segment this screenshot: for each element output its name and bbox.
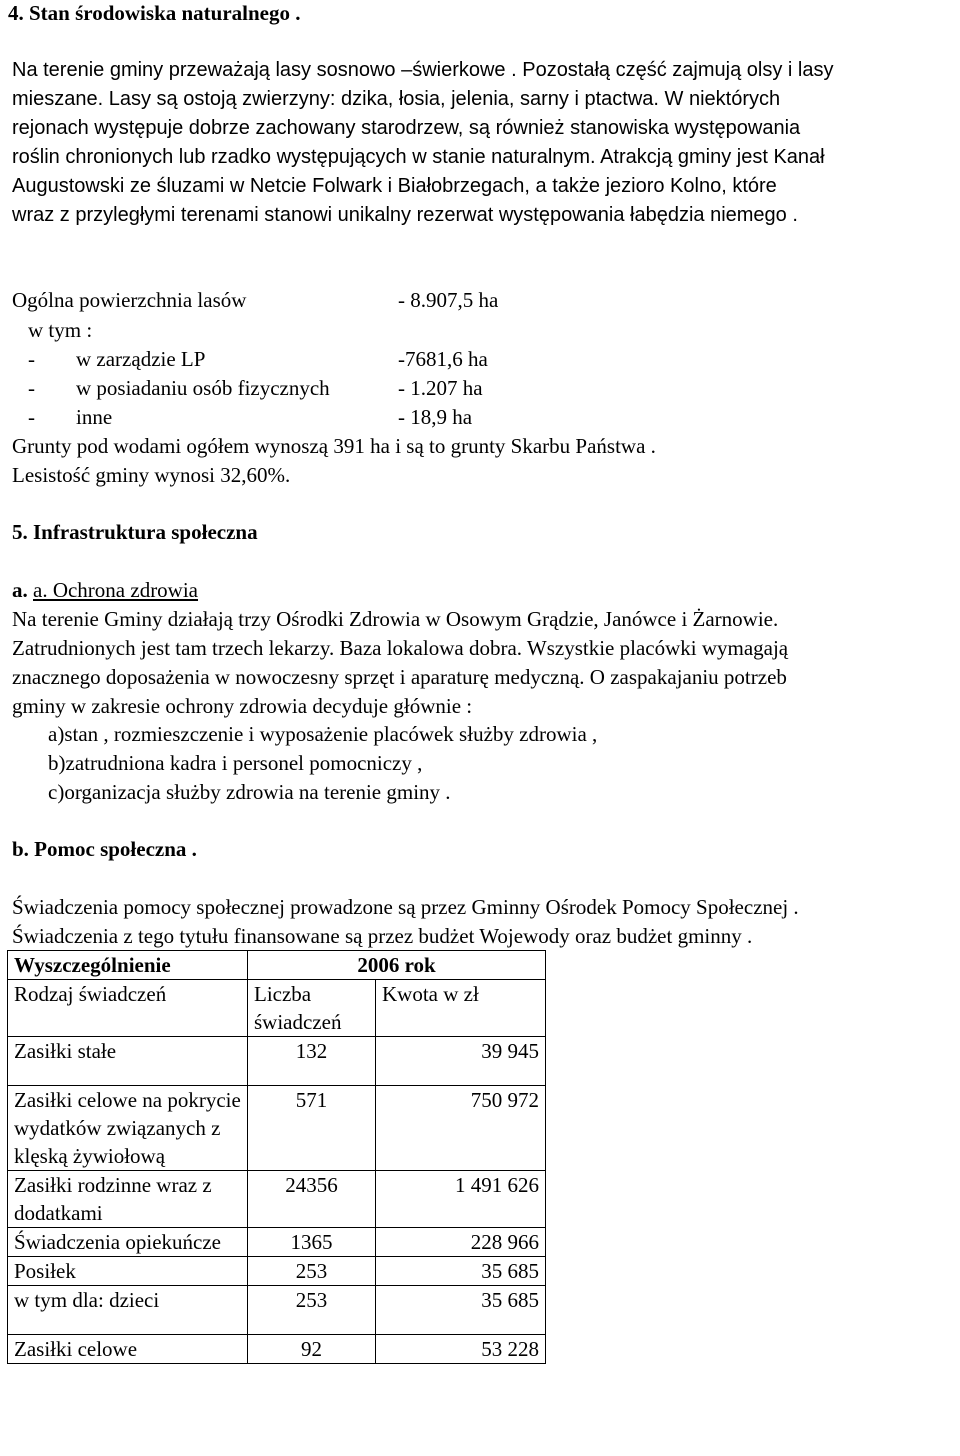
- table-row: [8, 1037, 546, 1086]
- forest-of-which: w tym :: [28, 318, 93, 342]
- section-5-heading: 5. Infrastruktura społeczna: [12, 520, 258, 544]
- paragraph-line: roślin chronionych lub rzadko występujących w stanie naturalnym. Atrakcją gminy jest Kanał: [12, 146, 825, 168]
- row-amount: 1 491 626: [376, 1171, 546, 1228]
- row-count: 253: [248, 1286, 376, 1335]
- row-count: 571: [248, 1086, 376, 1171]
- col-amount-header: Kwota w zł: [376, 980, 546, 1037]
- table-subheader-row: [8, 980, 546, 1037]
- row-amount: 53 228: [376, 1335, 546, 1364]
- section-4-heading: 4. Stan środowiska naturalnego .: [8, 1, 301, 25]
- social-line: Świadczenia pomocy społecznej prowadzone są przez Gminny Ośrodek Pomocy Społecznej .: [12, 895, 799, 919]
- forest-item-value: - 18,9 ha: [398, 405, 473, 429]
- social-line: Świadczenia z tego tytułu finansowane są przez budżet Wojewody oraz budżet gminny .: [12, 924, 753, 948]
- row-amount: 750 972: [376, 1086, 546, 1171]
- health-line: Na terenie Gminy działają trzy Ośrodki Zdrowia w Osowym Grądzie, Janówce i Żarnowie.: [12, 607, 779, 631]
- paragraph-line: Na terenie gminy przeważają lasy sosnowo –świerkowe . Pozostałą część zajmują olsy i lasy: [12, 59, 834, 81]
- water-land-text: Grunty pod wodami ogółem wynoszą 391 ha i są to grunty Skarbu Państwa .: [12, 434, 656, 458]
- row-name: w tym dla: dzieci: [8, 1286, 248, 1335]
- row-name: Zasiłki celowe na pokrycie wydatków związanych z klęską żywiołową: [8, 1086, 248, 1171]
- health-list-item: b)zatrudniona kadra i personel pomocniczy ,: [48, 751, 423, 775]
- health-heading-text: a. Ochrona zdrowia: [33, 578, 199, 602]
- row-amount: 35 685: [376, 1286, 546, 1335]
- paragraph-line: rejonach występuje dobrze zachowany starodrzew, są również stanowiska występowania: [12, 117, 801, 139]
- row-name: Zasiłki stałe: [8, 1037, 248, 1086]
- forest-item-dash: -: [28, 405, 35, 429]
- social-heading: b. Pomoc społeczna .: [12, 837, 197, 861]
- table-header-row: [8, 951, 546, 980]
- forest-item-dash: -: [28, 376, 35, 400]
- table-row: [8, 1228, 546, 1257]
- forest-item-value: - 1.207 ha: [398, 376, 483, 400]
- row-count: 1365: [248, 1228, 376, 1257]
- table-row: [8, 1286, 546, 1335]
- row-amount: 228 966: [376, 1228, 546, 1257]
- paragraph-line: wraz z przyległymi terenami stanowi unikalny rezerwat występowania łabędzia niemego .: [12, 204, 798, 226]
- forestation-text: Lesistość gminy wynosi 32,60%.: [12, 463, 291, 487]
- forest-total-label: Ogólna powierzchnia lasów: [12, 288, 247, 312]
- forest-total-value: - 8.907,5 ha: [398, 288, 499, 312]
- table-row: [8, 1086, 546, 1171]
- table-row: [8, 1335, 546, 1364]
- paragraph-line: mieszane. Lasy są ostoją zwierzyny: dzika, łosia, jelenia, sarny i ptactwa. W niektórych: [12, 88, 781, 110]
- health-line: Zatrudnionych jest tam trzech lekarzy. Baza lokalowa dobra. Wszystkie placówki wymagają: [12, 636, 789, 660]
- header-specification: Wyszczególnienie: [8, 951, 248, 980]
- col-count-header: Liczba świadczeń: [248, 980, 376, 1037]
- row-count: 253: [248, 1257, 376, 1286]
- row-name: Zasiłki celowe: [8, 1335, 248, 1364]
- paragraph-line: Augustowski ze śluzami w Netcie Folwark i Białobrzegach, a także jezioro Kolno, które: [12, 175, 777, 197]
- health-list-item: a)stan , rozmieszczenie i wyposażenie placówek służby zdrowia ,: [48, 722, 598, 746]
- row-count: 92: [248, 1335, 376, 1364]
- row-name: Świadczenia opiekuńcze: [8, 1228, 248, 1257]
- row-amount: 39 945: [376, 1037, 546, 1086]
- forest-item-label: inne: [76, 405, 113, 429]
- row-count: 24356: [248, 1171, 376, 1228]
- row-count: 132: [248, 1037, 376, 1086]
- forest-item-dash: -: [28, 347, 35, 371]
- health-list-item: c)organizacja służby zdrowia na terenie gminy .: [48, 780, 451, 804]
- forest-item-label: w zarządzie LP: [76, 347, 206, 371]
- row-amount: 35 685: [376, 1257, 546, 1286]
- header-year: 2006 rok: [248, 951, 546, 980]
- row-name: Zasiłki rodzinne wraz z dodatkami: [8, 1171, 248, 1228]
- forest-item-value: -7681,6 ha: [398, 347, 488, 371]
- forest-item-label: w posiadaniu osób fizycznych: [76, 376, 330, 400]
- health-line: gminy w zakresie ochrony zdrowia decyduje głównie :: [12, 694, 473, 718]
- benefits-table: [7, 950, 546, 1364]
- health-line: znacznego doposażenia w nowoczesny sprzęt i aparaturę medyczną. O zaspakajaniu potrzeb: [12, 665, 787, 689]
- table-row: [8, 1257, 546, 1286]
- table-row: [8, 1171, 546, 1228]
- col-type-header: Rodzaj świadczeń: [8, 980, 248, 1037]
- row-name: Posiłek: [8, 1257, 248, 1286]
- health-heading: a. a. Ochrona zdrowia: [12, 578, 199, 602]
